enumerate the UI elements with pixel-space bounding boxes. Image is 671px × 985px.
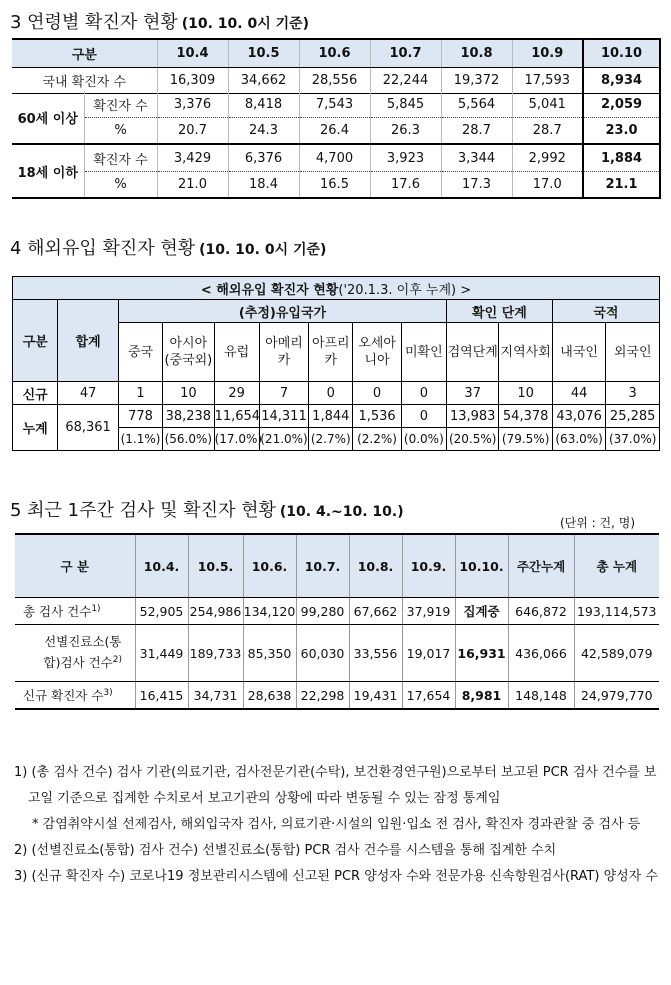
cell: (56.0%) <box>163 428 214 451</box>
row-label: 누계 <box>13 405 58 451</box>
cell: 85,350 <box>243 625 296 682</box>
cell: 436,066 <box>508 625 574 682</box>
under18-pct-row <box>12 172 660 199</box>
column-header: 내국인 <box>552 323 605 382</box>
cell: 148,148 <box>508 682 574 710</box>
cell: 33,556 <box>349 625 402 682</box>
cell: 24.3 <box>228 118 299 145</box>
column-header: 유럽 <box>214 323 259 382</box>
cell: 19,017 <box>402 625 455 682</box>
cell: 6,376 <box>228 144 299 172</box>
caption-row <box>13 277 660 300</box>
cell: 34,662 <box>228 68 299 94</box>
row-label-text: 신규 확진자 수 <box>23 688 104 703</box>
header-cell: 10.4 <box>157 39 228 68</box>
header-cell: 10.7. <box>296 534 349 598</box>
header-row <box>15 534 659 598</box>
header-cell: 10.6. <box>243 534 296 598</box>
cell: 22,244 <box>370 68 441 94</box>
cell: 3 <box>606 382 660 405</box>
group-label: 18세 이하 <box>12 144 84 198</box>
cell: 42,589,079 <box>574 625 659 682</box>
domestic-row <box>12 68 660 94</box>
cell: 67,662 <box>349 598 402 625</box>
sub-label: % <box>84 118 157 145</box>
cell: 778 <box>118 405 162 428</box>
section-title-text: 5 최근 1주간 검사 및 확진자 현황 <box>10 500 276 521</box>
cell: 17.6 <box>370 172 441 199</box>
row-label <box>15 598 135 625</box>
age-cases-table <box>12 38 661 94</box>
cell: 3,923 <box>370 144 441 172</box>
cell: 0 <box>401 405 446 428</box>
cell: 34,731 <box>188 682 243 710</box>
unit-label: (단위 : 건, 명) <box>560 516 636 530</box>
cell: 189,733 <box>188 625 243 682</box>
cell: 8,418 <box>228 91 299 118</box>
cell: 21.1 <box>583 172 660 199</box>
header-cell: (추정)유입국가 <box>118 300 446 323</box>
cell: 2,992 <box>512 144 583 172</box>
header-cell: 10.8. <box>349 534 402 598</box>
cell: (21.0%) <box>259 428 308 451</box>
cell: 17.3 <box>441 172 512 199</box>
cell: 18.4 <box>228 172 299 199</box>
cell: 17.0 <box>512 172 583 199</box>
cell: 11,654 <box>214 405 259 428</box>
cell: 28.7 <box>441 118 512 145</box>
sub-label: % <box>84 172 157 199</box>
cell: 19,431 <box>349 682 402 710</box>
cell: 52,905 <box>135 598 188 625</box>
cell: 14,311 <box>259 405 308 428</box>
header-cell: 10.5 <box>228 39 299 68</box>
cell: 17,654 <box>402 682 455 710</box>
column-header: 중국 <box>118 323 162 382</box>
total-tests-row <box>15 598 659 625</box>
cell: 28.7 <box>512 118 583 145</box>
cell: 17,593 <box>512 68 583 94</box>
table-caption <box>13 277 660 300</box>
cell: 47 <box>58 382 119 405</box>
cell: (2.2%) <box>353 428 401 451</box>
cell: 44 <box>552 382 605 405</box>
cell: 16,309 <box>157 68 228 94</box>
cell: 13,983 <box>446 405 498 428</box>
cell: 60,030 <box>296 625 349 682</box>
cell: 1,536 <box>353 405 401 428</box>
header-cell: 10.8 <box>441 39 512 68</box>
cell: 26.4 <box>299 118 370 145</box>
header-cell: 국적 <box>552 300 659 323</box>
header-cell: 주간누계 <box>508 534 574 598</box>
cell: 24,979,770 <box>574 682 659 710</box>
row-label <box>15 625 135 682</box>
cell: 1 <box>118 382 162 405</box>
caption-text: < 해외유입 확진자 현황 <box>200 282 339 298</box>
footnote-3: 3) (신규 확진자 수) 코로나19 정보관리시스템에 신고된 PCR 양성자 수와 전문가용 신속항원검사(RAT) 양성자 수 <box>14 869 658 884</box>
over60-cases-row <box>12 91 660 118</box>
cell: 0 <box>353 382 401 405</box>
cell: 5,845 <box>370 91 441 118</box>
section-3-title <box>10 8 309 34</box>
cell: 54,378 <box>499 405 552 428</box>
cell: 43,076 <box>552 405 605 428</box>
cell: 28,638 <box>243 682 296 710</box>
cell: 3,429 <box>157 144 228 172</box>
cell: 7 <box>259 382 308 405</box>
cell: 5,041 <box>512 91 583 118</box>
cell: 23.0 <box>583 118 660 145</box>
header-cell: 구 분 <box>15 534 135 598</box>
header-cell: 10.5. <box>188 534 243 598</box>
cell: 0 <box>309 382 353 405</box>
cell: (1.1%) <box>118 428 162 451</box>
group-header-row <box>13 300 660 323</box>
weekly-tests-table <box>15 533 659 710</box>
screening-tests-row <box>15 625 659 682</box>
cell: 646,872 <box>508 598 574 625</box>
cell: 10 <box>163 382 214 405</box>
column-header: 아시아(중국외) <box>163 323 214 382</box>
footnote-2: 2) (선별진료소(통합) 검사 건수) 선별진료소(통합) PCR 검사 건수를 시스템을 통해 집계한 수치 <box>14 843 557 858</box>
new-row <box>13 382 660 405</box>
cell: 0 <box>401 382 446 405</box>
cell: 5,564 <box>441 91 512 118</box>
cell: (2.7%) <box>309 428 353 451</box>
cell: 7,543 <box>299 91 370 118</box>
section-5-title <box>10 496 404 522</box>
header-cell: 10.9. <box>402 534 455 598</box>
cell: 16,931 <box>455 625 508 682</box>
cell: 28,556 <box>299 68 370 94</box>
cell: (37.0%) <box>606 428 660 451</box>
column-header: 오세아니아 <box>353 323 401 382</box>
section-title-text: 4 해외유입 확진자 현황 <box>10 238 196 259</box>
cell: 19,372 <box>441 68 512 94</box>
column-header: 검역단계 <box>446 323 498 382</box>
cell: 254,986 <box>188 598 243 625</box>
cell: 집계중 <box>455 598 508 625</box>
section-title-text: 3 연령별 확진자 현황 <box>10 12 178 33</box>
age-group-table <box>12 91 661 199</box>
cumulative-row <box>13 405 660 428</box>
row-label: 신규 <box>13 382 58 405</box>
header-cell: 합계 <box>58 300 119 382</box>
cell: 16,415 <box>135 682 188 710</box>
cell: 31,449 <box>135 625 188 682</box>
column-header: 아프리카 <box>309 323 353 382</box>
footnote-ref: 2) <box>112 655 122 666</box>
column-header: 지역사회 <box>499 323 552 382</box>
header-cell: 10.10 <box>583 39 660 68</box>
cell: (17.0%) <box>214 428 259 451</box>
row-label-text: 선별진료소(통합)검사 건수 <box>43 634 122 671</box>
cell: 4,700 <box>299 144 370 172</box>
over60-pct-row <box>12 118 660 145</box>
cell: (79.5%) <box>499 428 552 451</box>
header-cell: 10.6 <box>299 39 370 68</box>
row-label <box>15 682 135 710</box>
cell: 1,884 <box>583 144 660 172</box>
section-subtitle: (10. 10. 0시 기준) <box>199 242 327 258</box>
cell: 22,298 <box>296 682 349 710</box>
column-header: 미확인 <box>401 323 446 382</box>
cell: 16.5 <box>299 172 370 199</box>
header-cell: 구분 <box>12 39 157 68</box>
row-label: 국내 확진자 수 <box>12 68 157 94</box>
header-cell: 총 누계 <box>574 534 659 598</box>
cell: 10 <box>499 382 552 405</box>
sub-label: 확진자 수 <box>84 91 157 118</box>
sub-label: 확진자 수 <box>84 144 157 172</box>
cell: 8,934 <box>583 68 660 94</box>
cell: 20.7 <box>157 118 228 145</box>
new-cases-row <box>15 682 659 710</box>
header-cell: 구분 <box>13 300 58 382</box>
footnote-ref: 1) <box>91 603 101 614</box>
cell: 3,376 <box>157 91 228 118</box>
caption-period: ('20.1.3. 이후 누계) > <box>338 282 472 298</box>
under18-cases-row <box>12 144 660 172</box>
group-label: 60세 이상 <box>12 91 84 144</box>
cell: 37 <box>446 382 498 405</box>
cell: (0.0%) <box>401 428 446 451</box>
cell: 68,361 <box>58 405 119 451</box>
cell: 2,059 <box>583 91 660 118</box>
cell: 99,280 <box>296 598 349 625</box>
cell: 29 <box>214 382 259 405</box>
row-label-text: 총 검사 건수 <box>23 604 92 619</box>
overseas-cases-table <box>12 276 660 451</box>
section-4-title <box>10 234 326 260</box>
cell: (20.5%) <box>446 428 498 451</box>
cell: 8,981 <box>455 682 508 710</box>
cell: 25,285 <box>606 405 660 428</box>
cell: 37,919 <box>402 598 455 625</box>
cell: 26.3 <box>370 118 441 145</box>
header-row <box>12 39 660 68</box>
header-cell: 10.10. <box>455 534 508 598</box>
cell: 21.0 <box>157 172 228 199</box>
column-header: 외국인 <box>606 323 660 382</box>
header-cell: 10.7 <box>370 39 441 68</box>
cell: 38,238 <box>163 405 214 428</box>
section-subtitle: (10. 4.~10. 10.) <box>279 504 404 520</box>
header-cell: 10.9 <box>512 39 583 68</box>
cell: 3,344 <box>441 144 512 172</box>
footnote-1-detail: * 감염취약시설 선제검사, 해외입국자 검사, 의료기관·시설의 입원·입소 전 검사, 확진자 경과관찰 중 검사 등 <box>32 817 641 832</box>
column-header: 아메리카 <box>259 323 308 382</box>
cell: 134,120 <box>243 598 296 625</box>
header-cell: 10.4. <box>135 534 188 598</box>
section-subtitle: (10. 10. 0시 기준) <box>181 16 310 32</box>
footnotes <box>14 760 664 890</box>
cell: 1,844 <box>309 405 353 428</box>
cell: 193,114,573 <box>574 598 659 625</box>
footnote-ref: 3) <box>103 687 113 698</box>
cell: (63.0%) <box>552 428 605 451</box>
footnote-1: 1) (총 검사 건수) 검사 기관(의료기관, 검사전문기관(수탁), 보건환경연구원)으로부터 보고된 PCR 검사 건수를 보고일 기준으로 집계한 수치로서 보고기관의 상황에 따라 변동될 수 있는 잠정 통계임 <box>14 765 657 806</box>
header-cell: 확인 단계 <box>446 300 552 323</box>
